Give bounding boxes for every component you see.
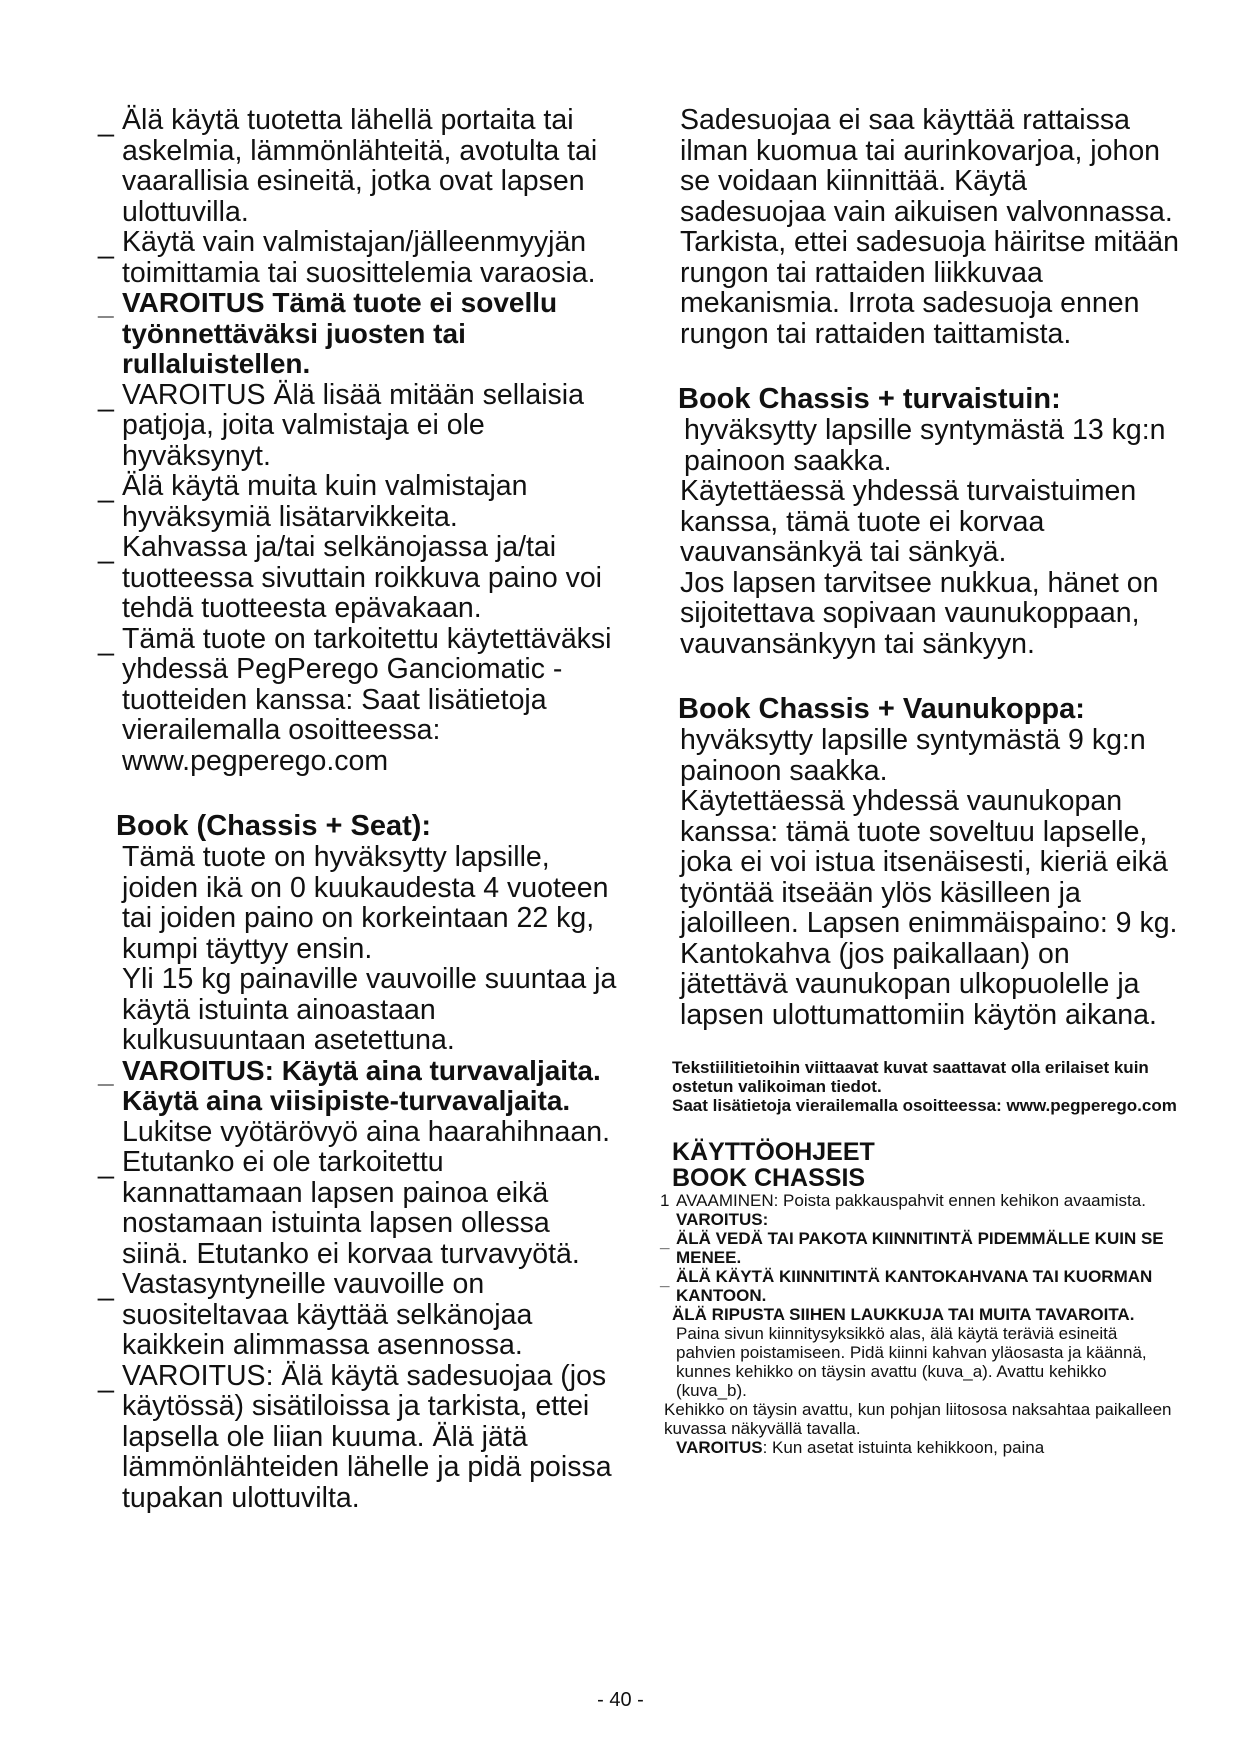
bullet-text: Kahvassa ja/tai selkänojassa ja/tai tuotteessa sivuttain roikkuva paino voi tehdä tuotteesta epävakaan. [122,531,603,624]
warning-item [660,1229,1180,1267]
bullet-mark: _ [98,624,114,657]
bullet-mark: _ [660,1232,670,1251]
bullet-text: Etutanko ei ole tarkoitettu kannattamaan lapsen painoa eikä nostamaan istuinta lapsen ollessa siinä. Etutanko ei korvaa turvavyötä. [122,1146,580,1270]
final-warning [660,1438,1180,1457]
bullet-text: Käytä vain valmistajan/jälleenmyyjän toimittamia tai suosittelemia varaosia. [122,226,596,289]
chassis-carrycot-paragraph: Käytettäessä yhdessä vaunukopan kanssa: tämä tuote soveltuu lapselle, joka ei voi istua itsenäisesti, kieriä eikä työntää itseään ylös käsilleen ja jaloilleen. Lapsen enimmäispaino: 9 kg. [680,785,1178,939]
bullet-item [98,1269,618,1361]
bullet-item [98,227,618,288]
final-warning-text: : Kun asetat istuinta kehikkoon, paina [762,1438,1045,1457]
bullet-text: VAROITUS: Älä käytä sadesuojaa (jos käytössä) sisätiloissa ja tarkista, ettei lapsella ole liian kuuma. Älä jätä lämmönlähteiden lähelle ja pidä poissa tupakan ulottuvilta. [122,1359,612,1514]
warning-label: VAROITUS: [676,1210,769,1229]
waist-paragraph: Lukitse vyötärövyö aina haarahihnaan. [122,1115,610,1148]
bullet-item [98,624,618,777]
bullet-mark: _ [98,1148,114,1180]
bullet-mark: _ [98,533,114,565]
warning-item: ÄLÄ RIPUSTA SIIHEN LAUKKUJA TAI MUITA TAVAROITA. [672,1305,1135,1324]
book-paragraph: Yli 15 kg painaville vauvoille suuntaa ja käytä istuinta ainoastaan kulkusuuntaan asetettuna. [122,963,617,1056]
step-text: AVAAMINEN: Poista pakkauspahvit ennen kehikon avaamista. [676,1191,1146,1210]
note-line: Tekstiilitietoihin viittaavat kuvat saattavat olla erilaiset kuin ostetun valikoiman tiedot. [672,1058,1149,1096]
bullet-item [98,288,618,380]
bullet-item [98,1056,618,1117]
chassis-carrycot-heading: Book Chassis + Vaunukoppa: [678,693,1085,725]
warning-item [660,1267,1180,1305]
bullet-mark: _ [98,106,114,138]
textile-note [660,1058,1180,1115]
page-number: - 40 - [597,1689,644,1711]
spacer [660,659,1180,693]
chassis-seat-paragraph: hyväksytty lapsille syntymästä 13 kg:n painoon saakka. [684,414,1166,477]
warning-text: ÄLÄ KÄYTÄ KIINNITINTÄ KANTOKAHVANA TAI KUORMAN KANTOON. [676,1267,1153,1305]
bullet-item [98,1361,618,1514]
book-heading: Book (Chassis + Seat): [116,810,432,842]
bullet-mark: _ [660,1270,670,1289]
chassis-seat-heading: Book Chassis + turvaistuin: [678,383,1061,415]
instruction-step [660,1191,1180,1210]
bullet-text: VAROITUS Älä lisää mitään sellaisia patjoja, joita valmistaja ei ole hyväksynyt. [122,378,584,472]
spacer [98,776,618,810]
chassis-seat-paragraph: Jos lapsen tarvitsee nukkua, hänet on sijoitettava sopivaan vaunukoppaan, vauvansänkyyn tai sänkyyn. [680,566,1159,660]
chassis-seat-paragraph: Käytettäessä yhdessä turvaistuimen kanssa, tämä tuote ei korvaa vauvansänkyä tai sänkyä. [680,475,1137,568]
left-column [98,105,618,1513]
bullet-mark: _ [98,380,114,413]
bullet-text: VAROITUS Tämä tuote ei sovellu työnnettäväksi juosten tai rullaluistellen. [122,287,558,379]
bullet-text: Älä käytä muita kuin valmistajan hyväksymiä lisätarvikkeita. [122,470,528,533]
instruction-paragraph: Paina sivun kiinnitysyksikkö alas, älä käytä teräviä esineitä pahvien poistamiseen. Pidä kiinni kahvan yläosasta ja käännä, kunnes kehikko on täysin avattu (kuva_a). Avattu kehikko (kuva_b). [676,1324,1147,1400]
bullet-text: Älä käytä tuotetta lähellä portaita tai askelmia, lämmönlähteitä, avotulta tai vaarallisia esineitä, jotka ovat lapsen ulottuvilla. [122,104,598,228]
bullet-item [98,105,618,227]
spacer [660,1030,1180,1058]
bullet-mark: _ [98,1056,114,1088]
bullet-mark: _ [98,1361,114,1394]
bullet-mark: _ [98,228,114,260]
final-warning-label: VAROITUS [676,1438,763,1457]
instructions-heading: KÄYTTÖOHJEET [672,1138,875,1166]
instruction-paragraph: Kehikko on täysin avattu, kun pohjan liitososa naksahtaa paikalleen kuvassa näkyvällä tavalla. [664,1400,1172,1438]
bullet-item [98,471,618,532]
chassis-carrycot-paragraph: hyväksytty lapsille syntymästä 9 kg:n painoon saakka. [680,724,1146,787]
chassis-carrycot-paragraph: Kantokahva (jos paikallaan) on jätettävä vaunukopan ulkopuolelle ja lapsen ulottumattomiin käytön aikana. [680,937,1157,1031]
book-paragraph: Tämä tuote on hyväksytty lapsille, joiden ikä on 0 kuukaudesta 4 vuoteen tai joiden paino on korkeintaan 22 kg, kumpi täyttyy ensin. [122,841,609,965]
bullet-text: VAROITUS: Käytä aina turvavaljaita. Käytä aina viisipiste-turvavaljaita. [122,1054,601,1116]
bullet-item [98,1147,618,1269]
bullet-item [98,380,618,472]
bullet-mark: _ [98,1270,114,1302]
spacer [660,349,1180,383]
right-column [660,105,1180,1457]
instructions-subheading: BOOK CHASSIS [672,1164,866,1192]
bullet-mark: _ [98,472,114,504]
warning-text: ÄLÄ VEDÄ TAI PAKOTA KIINNITINTÄ PIDEMMÄLLE KUIN SE MENEE. [676,1229,1164,1267]
step-number: 1 [660,1191,670,1210]
bullet-mark: _ [98,289,114,320]
bullet-text: Tämä tuote on tarkoitettu käytettäväksi yhdessä PegPerego Ganciomatic -tuotteiden kanssa: Saat lisätietoja vierailemalla osoitteessa: www.pegperego.com [122,622,612,777]
bullet-item [98,532,618,624]
rain-cover-paragraph: Sadesuojaa ei saa käyttää rattaissa ilman kuomua tai aurinkovarjoa, johon se voidaan kiinnittää. Käytä sadesuojaa vain aikuisen valvonnassa. Tarkista, ettei sadesuoja häiritse mitään rungon tai rattaiden liikkuvaa mekanismia. Irrota sadesuoja ennen rungon tai rattaiden taittamista. [680,104,1180,350]
note-line: Saat lisätietoja vierailemalla osoitteessa: www.pegperego.com [672,1096,1177,1115]
bullet-text: Vastasyntyneille vauvoille on suositeltavaa käyttää selkänojaa kaikkein alimmassa asennossa. [122,1268,533,1361]
spacer [660,1115,1180,1139]
